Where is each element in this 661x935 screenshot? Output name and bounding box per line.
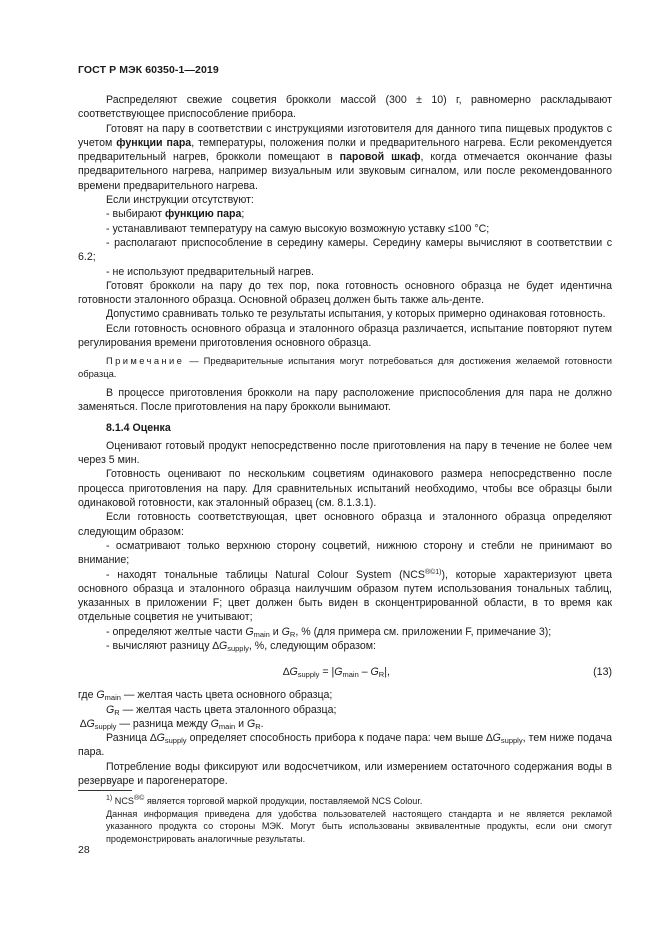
paragraph: Если готовность соответствующая, цвет основного образца и эталонного образца определяют следующим образом: — [78, 511, 612, 538]
paragraph: Распределяют свежие соцветия брокколи массой (300 ± 10) г, равномерно раскладывают соответствующее приспособление прибора. — [78, 94, 612, 121]
footnotes — [78, 795, 612, 845]
note: Примечание — Предварительные испытания могут потребоваться для достижения желаемой готовности образца. — [78, 355, 612, 380]
list-item: - выбирают функцию пара; — [106, 208, 245, 221]
footnote: $^{1)}$ NCS®© является торговой маркой продукции, поставляемой NCS Colour. — [106, 795, 423, 806]
paragraph: В процессе приготовления брокколи на пару расположение приспособления для пара не должно заменяться. После приготовления на пару брокколи вынимают. — [78, 386, 612, 414]
paragraph: Если готовность основного образца и эталонного образца различается, испытание повторяют путем регулирования времени приготовления основного образца. — [78, 322, 612, 350]
paragraph: Разница $\Delta G_{supply}$ определяет способность прибора к подаче пара: чем выше $\Delta G_{supply}$, тем ниже подача пара. — [78, 732, 612, 759]
standard-header: ГОСТ Р МЭК 60350-1—2019 — [78, 64, 219, 76]
page-number: 28 — [78, 844, 90, 856]
legend-item: где $G_{main}$ — желтая часть цвета основного образца; — [78, 689, 333, 703]
list-item: - осматривают только верхнюю сторону соцветий, нижнюю сторону и стебли не принимают во внимание; — [78, 539, 612, 567]
list-item: - определяют желтые части $G_{main}$ и $G_R$, % (для примера см. приложении F, примечание 3); — [106, 625, 552, 639]
paragraph: Готовность оценивают по нескольким соцветиям одинакового размера непосредственно после процесса приготовления на пару. Для сравнительных испытаний необходимо, чтобы все образцы были одинаковой готовности, как эталонный образец (см. 8.1.3.1). — [78, 468, 612, 510]
paragraph: Если инструкции отсутствуют: — [106, 194, 254, 207]
footnote-text: Данная информация приведена для удобства пользователей настоящего стандарта и не является рекламой указанного продукта со стороны МЭК. Могут быть использованы эквивалентные продукты, если они смогут продемонстрировать аналогичные результаты. — [106, 808, 612, 844]
paragraph: Допустимо сравнивать только те результаты испытания, у которых примерно одинаковая готовность. — [106, 308, 606, 321]
list-item: - не используют предварительный нагрев. — [106, 265, 314, 278]
paragraph: Потребление воды фиксируют или водосчетчиком, или измерением остаточного содержания воды в резервуаре и парогенераторе. — [78, 760, 612, 788]
list-item: - устанавливают температуру на самую высокую возможную уставку ≤100 °С; — [106, 222, 490, 235]
list-item: - вычисляют разницу $\Delta G_{supply}$, %, следующим образом: — [106, 639, 376, 653]
list-item: - располагают приспособление в середину камеры. Середину камеры вычисляют в соответствии с 6.2; — [78, 236, 612, 264]
document-body — [78, 93, 612, 788]
paragraph: Готовят брокколи на пару до тех пор, пока готовность основного образца не будет идентична готовности эталонного образца. Основной образец должен быть также аль-денте. — [78, 279, 612, 307]
legend-item: $G_R$ — желтая часть цвета эталонного образца; — [106, 703, 337, 717]
formula-13 — [78, 661, 612, 683]
paragraph: Оценивают готовый продукт непосредственно после приготовления на пару в течение не более чем через 5 мин. — [78, 439, 612, 467]
formula-number: (13) — [593, 666, 612, 679]
section-heading: 8.1.4 Оценка — [106, 421, 171, 434]
formula-legend — [78, 688, 612, 731]
paragraph: Готовят на пару в соответствии с инструкциями изготовителя для данного типа пищевых продуктов с учетом функции пара, температуры, положения полки и предварительного нагрева. Если рекомендуется предварительный нагрев, брокколи помещают в паровой шкаф, когда отмечается окончание фазы предварительного нагрева, например визуальным или звуковым сигналом, или после рекомендованного времени предварительного нагрева. — [78, 122, 613, 192]
list-item: - находят тональные таблицы Natural Colour System $(NCS^{®©1)})$, которые характеризуют цвета основного образца и эталонного образца наилучшим образом путем использования тональных таблиц, указанных в приложении F; цвет должен быть виден в сконцентрированной области, в то время как отдельные соцветия не учитывают; — [78, 568, 612, 624]
footnote-divider — [78, 790, 132, 791]
formula-expression: $\Delta G_{supply} = |G_{main} - G_R|$, — [283, 666, 390, 680]
legend-item: $\Delta G_{supply}$ — разница между $G_{main}$ и $G_R$. — [80, 717, 264, 731]
note-label: Примечание — [106, 355, 185, 367]
